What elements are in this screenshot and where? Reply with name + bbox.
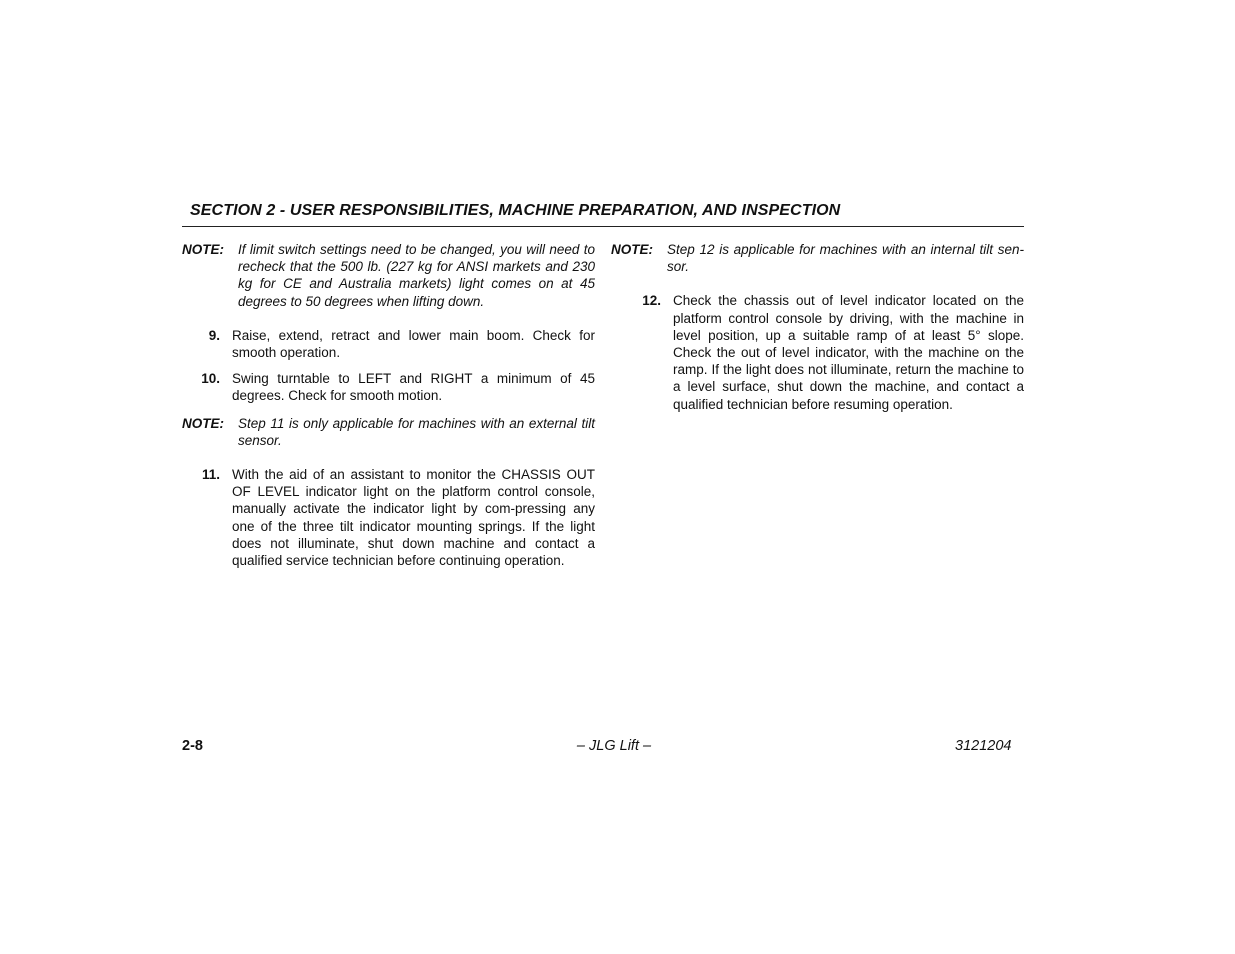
note-text: Step 12 is applicable for machines with an internal tilt sen-sor.: [667, 242, 1024, 275]
note-label: NOTE:: [182, 242, 224, 257]
step-text: Check the chassis out of level indicator located on the platform control console by driving, with the machine in level position, up a suitable ramp of at least 5° slope. Check the out of level indicator, with the machine on the ramp. If the light does not illuminate, return the machine to a level surface, shut down the machine, and contact a qualified technician before resuming operation.: [673, 293, 1024, 412]
step-11: [182, 466, 595, 569]
note-text: If limit switch settings need to be changed, you will need to recheck that the 500 lb. (227 kg for ANSI markets and 230 kg for CE and Australia markets) light comes on at 45 degrees to 50 degrees when lifting down.: [238, 242, 595, 309]
left-column: [182, 241, 595, 569]
note-external-tilt: [182, 415, 595, 449]
step-text: Swing turntable to LEFT and RIGHT a minimum of 45 degrees. Check for smooth motion.: [232, 371, 595, 404]
note-label: NOTE:: [611, 242, 653, 257]
document-number: 3121204: [955, 738, 1012, 754]
step-10: [182, 370, 595, 404]
header-divider: [182, 226, 1024, 227]
note-internal-tilt: [611, 241, 1024, 275]
step-text: With the aid of an assistant to monitor the CHASSIS OUT OF LEVEL indicator light on the platform control console, manually activate the indicator light by com-pressing any one of the three tilt indicator mounting springs. If the light does not illuminate, shut down machine and contact a qualified service technician before continuing operation.: [232, 467, 595, 569]
footer-brand: – JLG Lift –: [576, 738, 652, 754]
step-text: Raise, extend, retract and lower main boom. Check for smooth operation.: [232, 327, 595, 361]
right-column: [611, 241, 1024, 413]
step-12: [611, 292, 1024, 412]
step-9: [182, 327, 595, 361]
note-limit-switch: [182, 241, 595, 310]
section-title: SECTION 2 - USER RESPONSIBILITIES, MACHINE PREPARATION, AND INSPECTION: [190, 202, 841, 219]
page-number: 2-8: [182, 738, 203, 754]
step-number: 12.: [642, 293, 661, 309]
step-number: 9.: [208, 327, 220, 343]
note-text: Step 11 is only applicable for machines with an external tilt sensor.: [238, 415, 595, 448]
note-label: NOTE:: [182, 415, 224, 431]
step-number: 10.: [201, 371, 220, 387]
step-number: 11.: [201, 467, 220, 483]
